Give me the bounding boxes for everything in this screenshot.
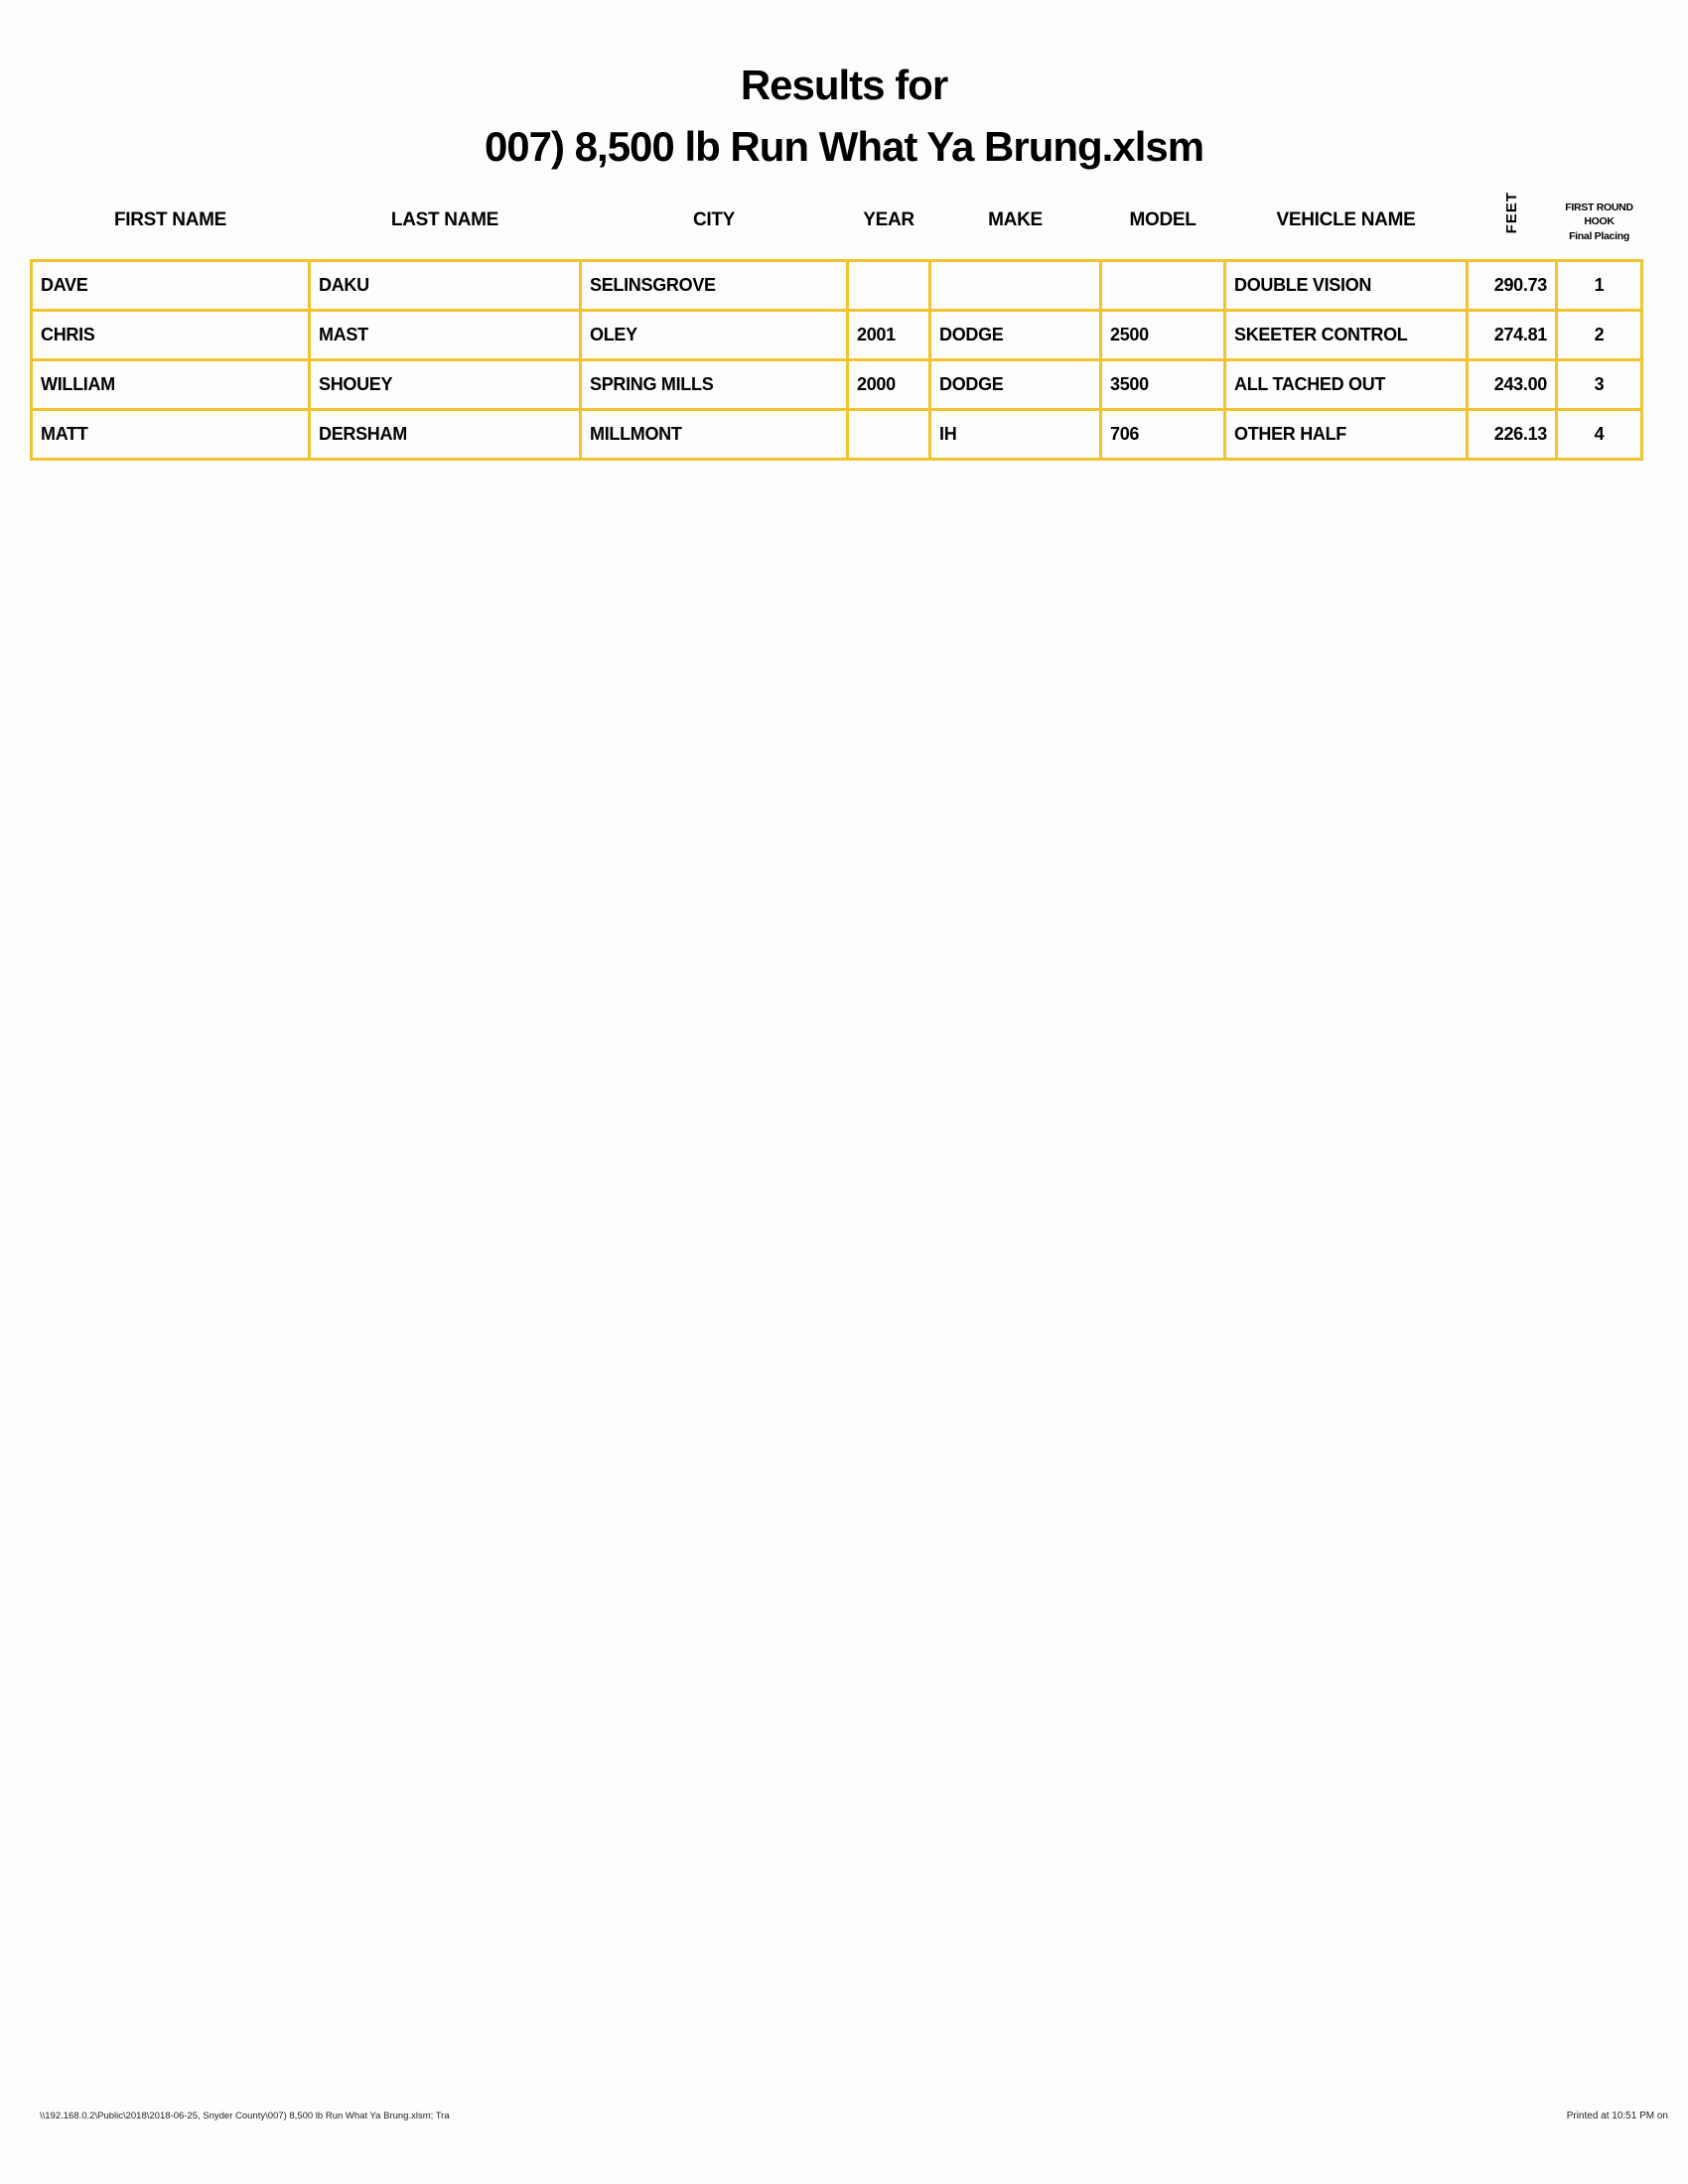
cell-feet: 274.81	[1468, 311, 1557, 360]
first-round-label: FIRST ROUND	[1565, 202, 1633, 214]
cell-final-placing: 3	[1557, 360, 1642, 410]
table-header-row	[32, 192, 1642, 261]
col-header-feet	[1468, 192, 1557, 261]
cell-first-name: CHRIS	[32, 311, 310, 360]
col-header-last-name: LAST NAME	[390, 209, 499, 231]
cell-vehicle-name: ALL TACHED OUT	[1225, 360, 1468, 410]
table-row	[32, 311, 1642, 360]
col-header-first-round-hook	[1557, 192, 1642, 261]
cell-city: OLEY	[581, 311, 848, 360]
col-header-model: MODEL	[1129, 209, 1196, 231]
cell-vehicle-name: OTHER HALF	[1225, 410, 1468, 460]
cell-feet: 226.13	[1468, 410, 1557, 460]
cell-last-name: SHOUEY	[310, 360, 581, 410]
table-row	[32, 360, 1642, 410]
cell-make: IH	[930, 410, 1101, 460]
cell-year	[848, 410, 930, 460]
cell-vehicle-name: SKEETER CONTROL	[1225, 311, 1468, 360]
col-header-make: MAKE	[988, 209, 1043, 231]
footer-file-path: \\192.168.0.2\Public\2018\2018-06-25, Snyder County\007) 8,500 lb Run What Ya Brung.xlsm; Tra	[40, 2111, 450, 2121]
cell-first-name: WILLIAM	[32, 360, 310, 410]
cell-model: 706	[1101, 410, 1225, 460]
cell-last-name: MAST	[310, 311, 581, 360]
cell-feet: 290.73	[1468, 261, 1557, 311]
cell-make: DODGE	[930, 360, 1101, 410]
col-header-vehicle-name: VEHICLE NAME	[1276, 209, 1416, 231]
footer-printed-timestamp: Printed at 10:51 PM on	[1566, 2111, 1668, 2121]
col-header-city: CITY	[692, 209, 736, 231]
hook-label: HOOK	[1584, 215, 1615, 228]
cell-model: 3500	[1101, 360, 1225, 410]
results-table	[30, 192, 1643, 461]
cell-model	[1101, 261, 1225, 311]
cell-city: SELINSGROVE	[581, 261, 848, 311]
cell-model: 2500	[1101, 311, 1225, 360]
cell-year	[848, 261, 930, 311]
cell-first-name: DAVE	[32, 261, 310, 311]
cell-year: 2000	[848, 360, 930, 410]
cell-last-name: DERSHAM	[310, 410, 581, 460]
cell-final-placing: 2	[1557, 311, 1642, 360]
final-placing-label: Final Placing	[1569, 230, 1629, 243]
cell-first-name: MATT	[32, 410, 310, 460]
cell-final-placing: 1	[1557, 261, 1642, 311]
page-title: Results for	[740, 62, 948, 108]
cell-make	[930, 261, 1101, 311]
page-subtitle-filename: 007) 8,500 lb Run What Ya Brung.xlsm	[484, 123, 1204, 170]
cell-city: SPRING MILLS	[581, 360, 848, 410]
table-row	[32, 410, 1642, 460]
cell-city: MILLMONT	[581, 410, 848, 460]
col-header-first-name: FIRST NAME	[113, 209, 227, 231]
cell-final-placing: 4	[1557, 410, 1642, 460]
cell-last-name: DAKU	[310, 261, 581, 311]
cell-year: 2001	[848, 311, 930, 360]
feet-rotated-label: FEET	[1503, 192, 1520, 234]
cell-feet: 243.00	[1468, 360, 1557, 410]
cell-vehicle-name: DOUBLE VISION	[1225, 261, 1468, 311]
table-row	[32, 261, 1642, 311]
cell-make: DODGE	[930, 311, 1101, 360]
col-header-year: YEAR	[863, 209, 914, 231]
